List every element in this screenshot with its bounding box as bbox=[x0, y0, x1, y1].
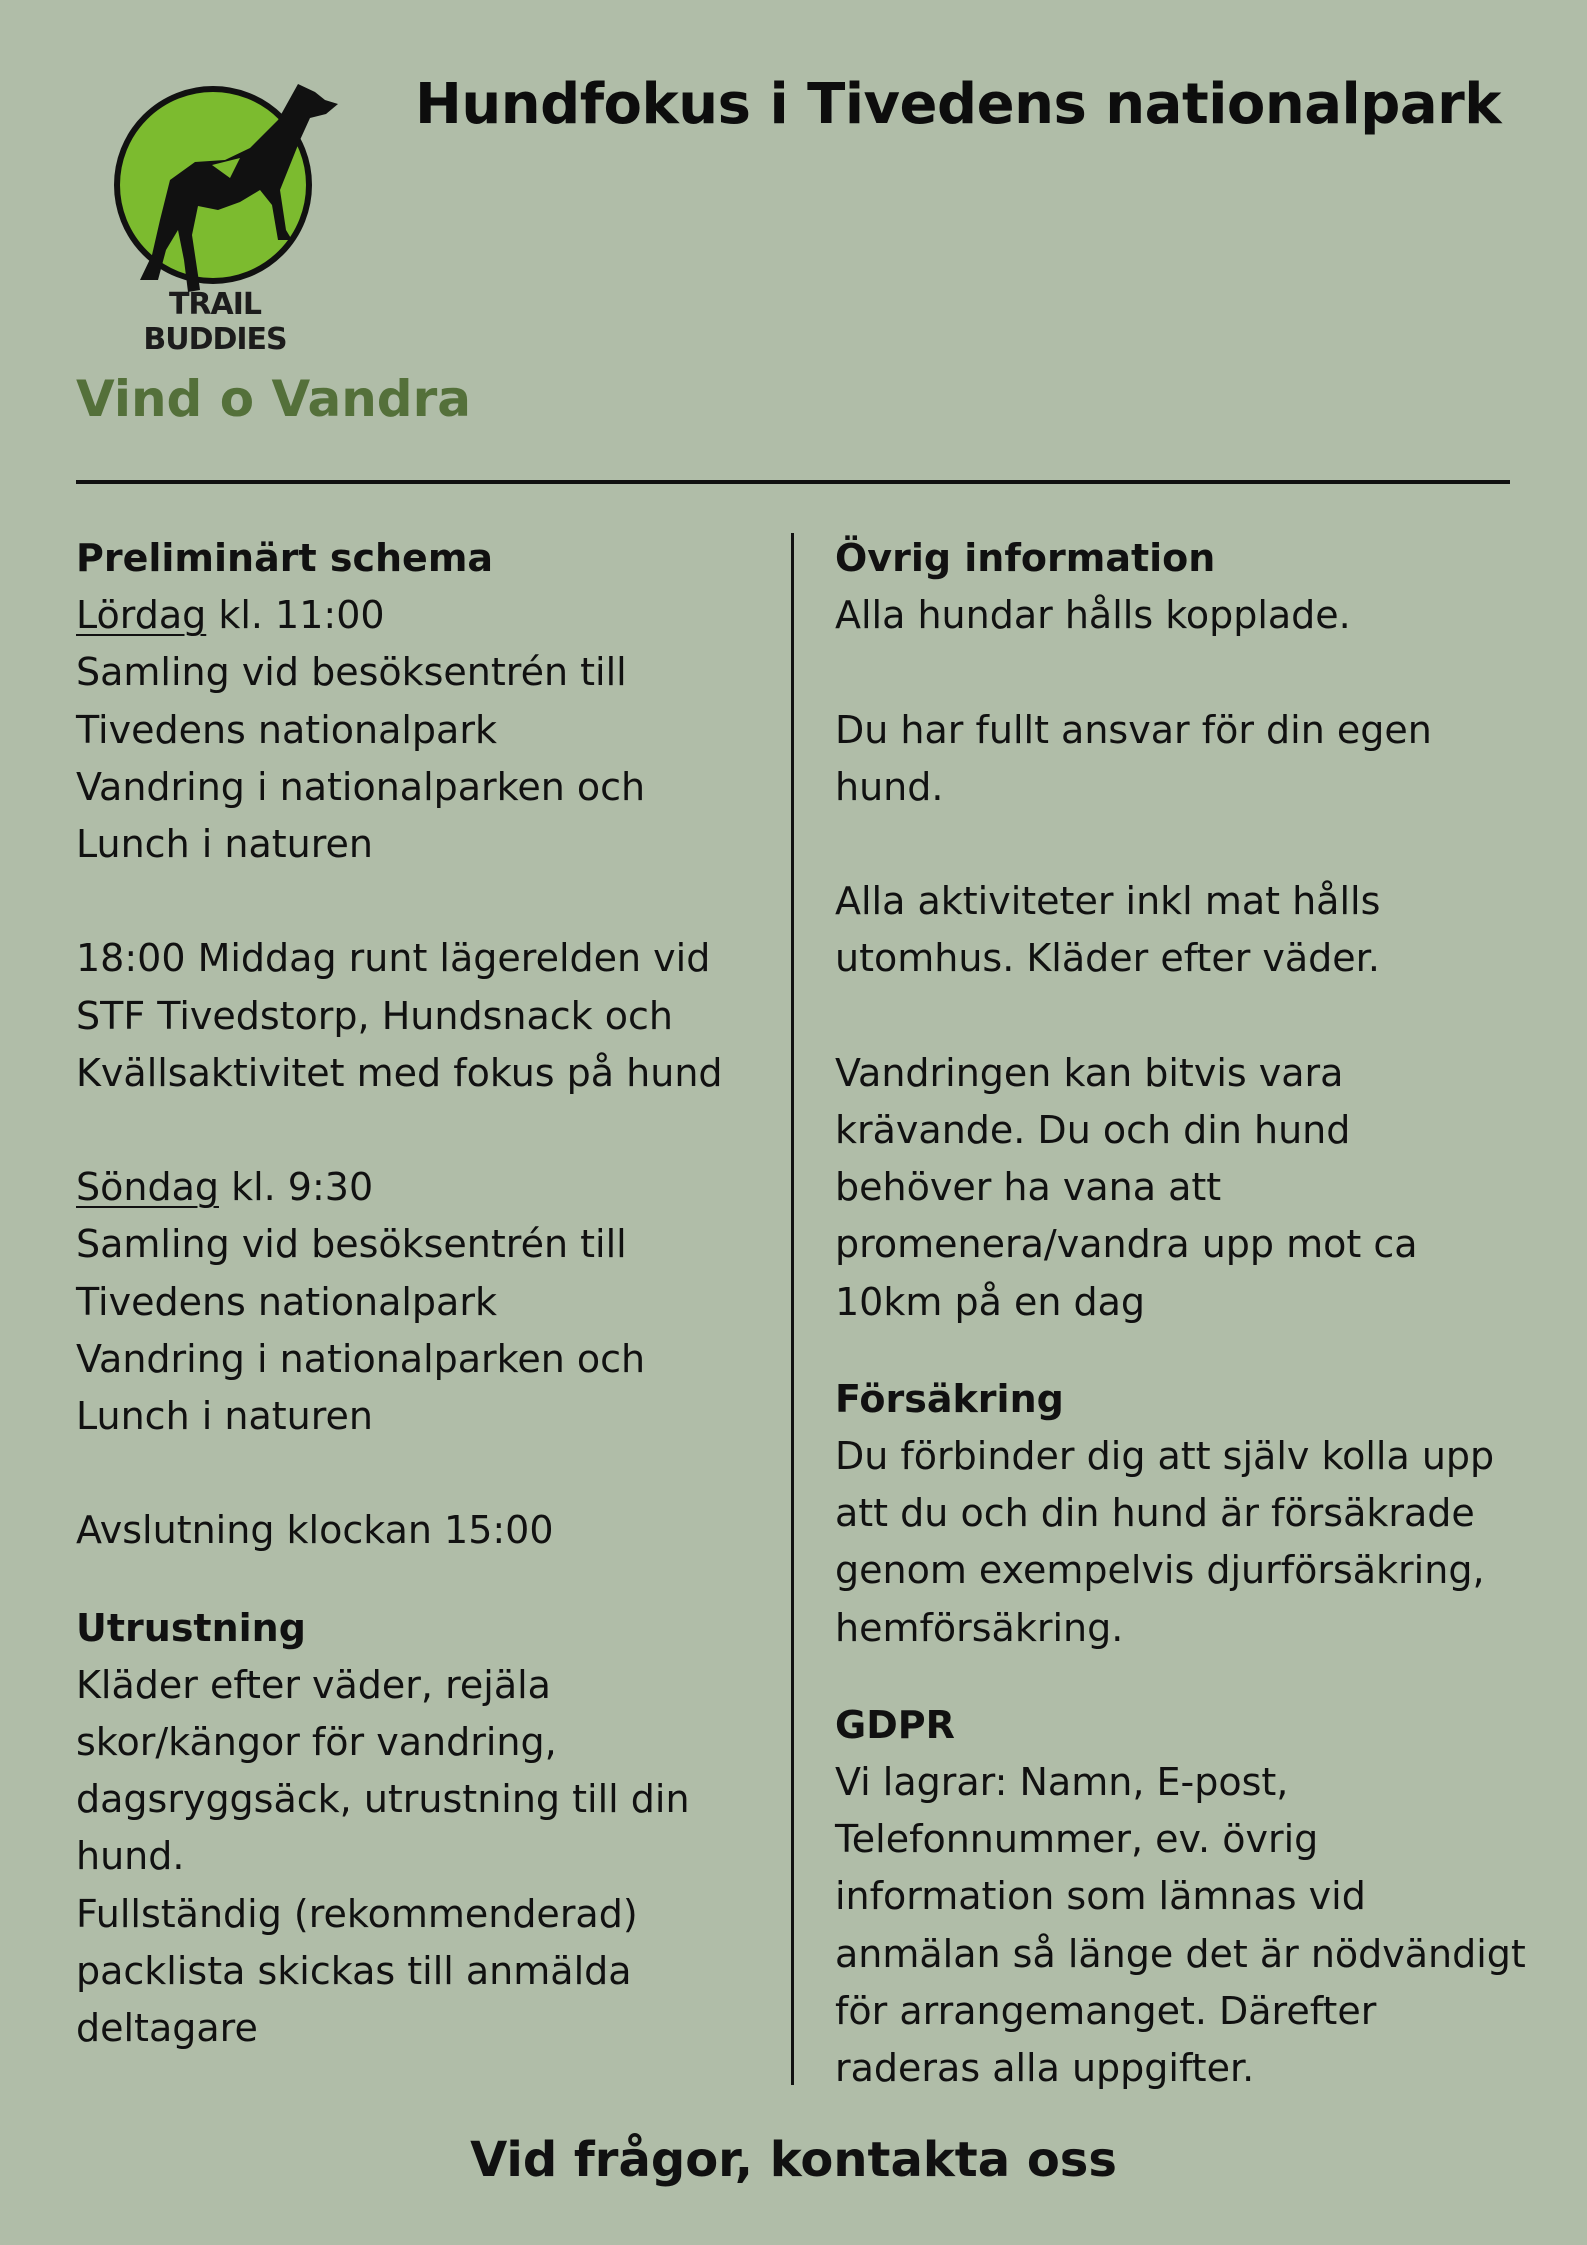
saturday-evening-line: Kvällsaktivitet med fokus på hund bbox=[76, 1050, 723, 1095]
insurance-line: hemförsäkring. bbox=[835, 1605, 1124, 1650]
equipment-line: Kläder efter väder, rejäla bbox=[76, 1662, 551, 1707]
equipment-line: skor/kängor för vandring, bbox=[76, 1720, 557, 1765]
sunday-time: kl. 9:30 bbox=[218, 1165, 374, 1210]
info-line: Vandringen kan bitvis vara bbox=[835, 1050, 1344, 1095]
saturday-line: Vandring i nationalparken och bbox=[76, 764, 646, 809]
header-divider bbox=[76, 480, 1510, 484]
equipment-line: dagsryggsäck, utrustning till din bbox=[76, 1777, 690, 1822]
gdpr-line: raderas alla uppgifter. bbox=[835, 2046, 1255, 2091]
equipment-heading: Utrustning bbox=[76, 1605, 306, 1650]
sunday-header bbox=[76, 1159, 776, 1216]
saturday-evening-line: STF Tivedstorp, Hundsnack och bbox=[76, 993, 673, 1038]
page-subtitle: Vind o Vandra bbox=[76, 370, 471, 428]
equipment-line: packlista skickas till anmälda bbox=[76, 1948, 632, 1993]
gdpr-line: för arrangemanget. Därefter bbox=[835, 1988, 1377, 2033]
insurance-line: Du förbinder dig att själv kolla upp bbox=[835, 1434, 1495, 1478]
saturday-evening-line: 18:00 Middag runt lägerelden vid bbox=[76, 936, 711, 981]
sunday-line: Vandring i nationalparken och bbox=[76, 1336, 646, 1381]
saturday-line: Samling vid besöksentrén till bbox=[76, 650, 627, 695]
sunday-day: Söndag bbox=[76, 1165, 219, 1210]
saturday-line: Tivedens nationalpark bbox=[76, 707, 497, 752]
equipment-line: deltagare bbox=[76, 2006, 258, 2051]
insurance-line: att du och din hund är försäkrade bbox=[835, 1491, 1475, 1536]
logo-text: TRAIL BUDDIES bbox=[143, 287, 287, 357]
page-title: Hundfokus i Tivedens nationalpark bbox=[415, 72, 1501, 137]
gdpr-line: Telefonnummer, ev. övrig bbox=[835, 1817, 1319, 1862]
insurance-heading: Försäkring bbox=[835, 1376, 1064, 1421]
gdpr-heading: GDPR bbox=[835, 1702, 955, 1747]
left-column bbox=[76, 530, 776, 2057]
saturday-line: Lunch i naturen bbox=[76, 822, 373, 867]
sunday-line: Tivedens nationalpark bbox=[76, 1279, 497, 1324]
info-line: utomhus. Kläder efter väder. bbox=[835, 936, 1380, 981]
saturday-time: kl. 11:00 bbox=[206, 593, 385, 638]
saturday-header bbox=[76, 587, 776, 644]
info-line: krävande. Du och din hund bbox=[835, 1107, 1351, 1152]
column-divider bbox=[791, 533, 794, 2085]
sunday-line: Lunch i naturen bbox=[76, 1394, 373, 1439]
gdpr-line: Vi lagrar: Namn, E-post, bbox=[835, 1760, 1289, 1805]
info-line: behöver ha vana att bbox=[835, 1165, 1222, 1210]
contact-footer: Vid frågor, kontakta oss bbox=[470, 2132, 1117, 2188]
schedule-heading: Preliminärt schema bbox=[76, 536, 494, 580]
saturday-day: Lördag bbox=[76, 593, 207, 638]
info-line: promenera/vandra upp mot ca bbox=[835, 1222, 1418, 1267]
sunday-end: Avslutning klockan 15:00 bbox=[76, 1508, 554, 1553]
gdpr-line: information som lämnas vid bbox=[835, 1874, 1366, 1919]
info-line: hund. bbox=[835, 764, 944, 809]
info-heading: Övrig information bbox=[835, 536, 1216, 580]
info-line: 10km på en dag bbox=[835, 1279, 1146, 1324]
info-line: Alla aktiviteter inkl mat hålls bbox=[835, 879, 1381, 924]
info-line: Alla hundar hålls kopplade. bbox=[835, 593, 1351, 638]
info-line: Du har fullt ansvar för din egen bbox=[835, 707, 1432, 752]
gdpr-line: anmälan så länge det är nödvändigt bbox=[835, 1931, 1526, 1976]
equipment-line: hund. bbox=[76, 1834, 185, 1879]
sunday-line: Samling vid besöksentrén till bbox=[76, 1222, 627, 1267]
insurance-line: genom exempelvis djurförsäkring, bbox=[835, 1548, 1485, 1593]
right-column bbox=[835, 530, 1565, 2097]
equipment-line: Fullständig (rekommenderad) bbox=[76, 1891, 638, 1936]
